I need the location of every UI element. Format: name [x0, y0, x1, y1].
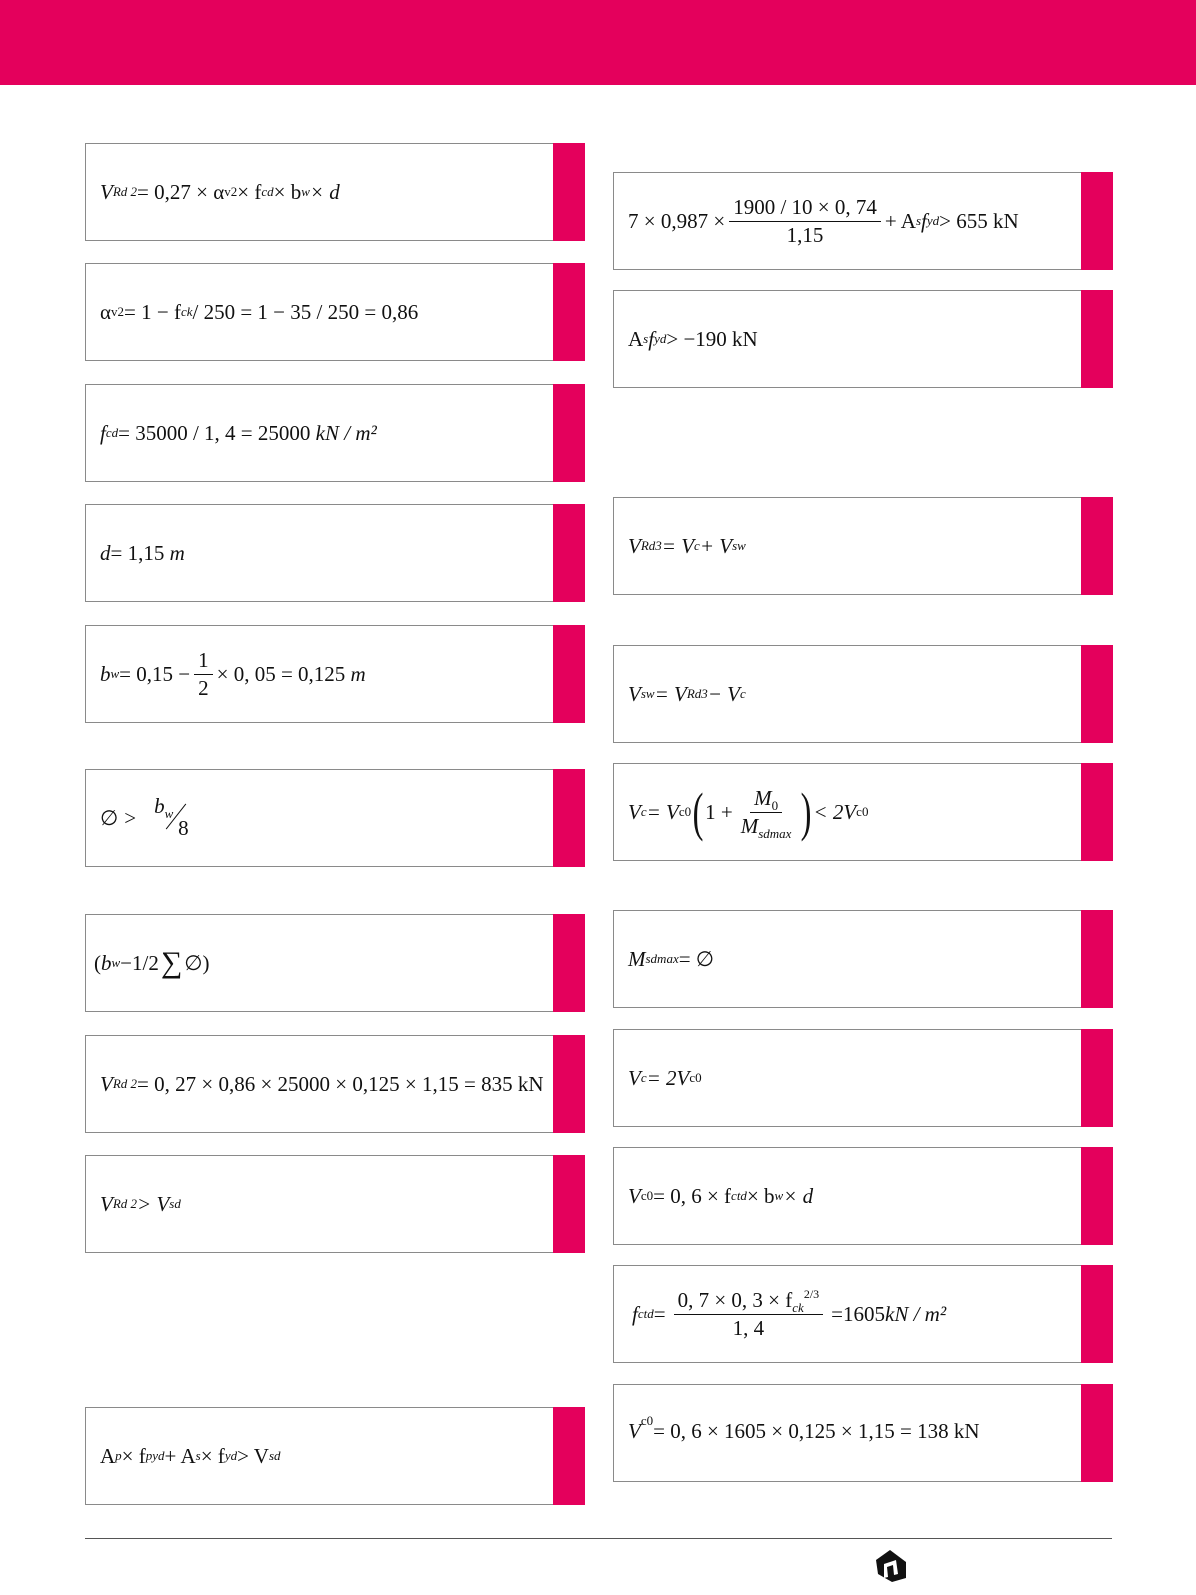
formula: V c = V c0 ( 1 + $\frac{M_0}{M_{sdmax}}$ ) < 2V c0 — [628, 782, 869, 842]
formula-box-d — [85, 504, 585, 602]
header-bar — [0, 0, 1196, 85]
accent-tab — [553, 769, 585, 867]
formula-box-vsw — [613, 645, 1113, 743]
fraction: $\frac{0, 7 \times 0, 3 \times f_{ck}^{2/3}}{1, 4}$ — [674, 1290, 824, 1339]
formula-box-fctd — [613, 1265, 1113, 1363]
formula-box-vrd2-definition — [85, 143, 585, 241]
formula-box-as-fyd-result — [613, 290, 1113, 388]
accent-tab — [1081, 290, 1113, 388]
formula-box-ap-fpyd — [85, 1407, 585, 1505]
accent-tab — [553, 504, 585, 602]
accent-tab — [1081, 1265, 1113, 1363]
formula-box-vrd2-check — [85, 1155, 585, 1253]
formula: V sw = V Rd3 − V c — [628, 681, 746, 706]
formula-box-diameter — [85, 769, 585, 867]
accent-tab — [1081, 910, 1113, 1008]
formula: V c0 = 0, 6 × 1605 × 0,125 × 1,15 = 138 kN — [628, 1413, 980, 1443]
formula-box-msdmax — [613, 910, 1113, 1008]
formula: A s f yd > −190 kN — [628, 326, 758, 351]
formula: ( b w −1/2 ∑ ∅ ) — [94, 946, 210, 979]
accent-tab — [1081, 172, 1113, 270]
accent-tab — [1081, 1384, 1113, 1482]
formula-box-vc — [613, 763, 1113, 861]
formula: M sdmax = ∅ — [628, 946, 715, 971]
accent-tab — [1081, 645, 1113, 743]
formula: b w = 0,15 − $\frac{1}{2}$ × 0, 05 = 0,125 m — [100, 647, 366, 700]
accent-tab — [1081, 763, 1113, 861]
formula-box-vc-equals — [613, 1029, 1113, 1127]
formula-box-bw-sum — [85, 914, 585, 1012]
formula: ∅ > $b_w$ 8 — [100, 770, 540, 866]
formula: A p × f pyd + A s × f yd > V sd — [100, 1443, 281, 1468]
formula: 7 × 0,987 × $\frac{1900 / 10 \times 0, 74}{1,15}$ + A s f yd > 655 kN — [628, 194, 1019, 247]
formula: V Rd 2 > V sd — [100, 1191, 181, 1216]
formula-box-alpha-v2 — [85, 263, 585, 361]
accent-tab — [1081, 1147, 1113, 1245]
publisher-logo-icon — [872, 1548, 908, 1584]
formula: V Rd 2 = 0, 27 × 0,86 × 25000 × 0,125 × 1,15 = 835 kN — [100, 1071, 544, 1096]
formula: d = 1,15 m — [100, 540, 185, 565]
accent-tab — [553, 263, 585, 361]
fraction: $\frac{1}{2}$ — [194, 650, 213, 699]
formula: α v2 = 1 − f ck / 250 = 1 − 35 / 250 = 0,86 — [100, 299, 419, 324]
formula-box-vc0-definition — [613, 1147, 1113, 1245]
formula-box-fcd — [85, 384, 585, 482]
fraction: $\frac{1900 / 10 \times 0, 74}{1,15}$ — [729, 197, 881, 246]
accent-tab — [553, 384, 585, 482]
accent-tab — [1081, 497, 1113, 595]
accent-tab — [553, 1407, 585, 1505]
accent-tab — [1081, 1029, 1113, 1127]
formula-box-vrd3 — [613, 497, 1113, 595]
accent-tab — [553, 625, 585, 723]
formula: V c = 2V c0 — [628, 1065, 702, 1090]
formula-box-as-fyd-inequality — [613, 172, 1113, 270]
formula: V Rd3 = V c + V sw — [628, 533, 746, 558]
formula: f ctd = $\frac{0, 7 \times 0, 3 \times f_{ck}^{2/3}}{1, 4}$ =1605 kN / m² — [632, 1286, 947, 1340]
accent-tab — [553, 1035, 585, 1133]
formula: V Rd 2 = 0,27 × α v2 × f cd × b w × d — [100, 179, 340, 204]
fraction: $\frac{M_0}{M_{sdmax}}$ — [740, 785, 792, 841]
accent-tab — [553, 143, 585, 241]
formula: V c0 = 0, 6 × f ctd × b w × d — [628, 1183, 814, 1208]
accent-tab — [553, 1155, 585, 1253]
formula-box-vc0-value — [613, 1384, 1113, 1482]
formula-box-bw — [85, 625, 585, 723]
slash-fraction: $b_w$ 8 — [154, 794, 189, 840]
accent-tab — [553, 914, 585, 1012]
footer-divider — [85, 1538, 1112, 1539]
formula-box-vrd2-value — [85, 1035, 585, 1133]
formula: f cd = 35000 / 1, 4 = 25000 kN / m² — [100, 420, 377, 445]
